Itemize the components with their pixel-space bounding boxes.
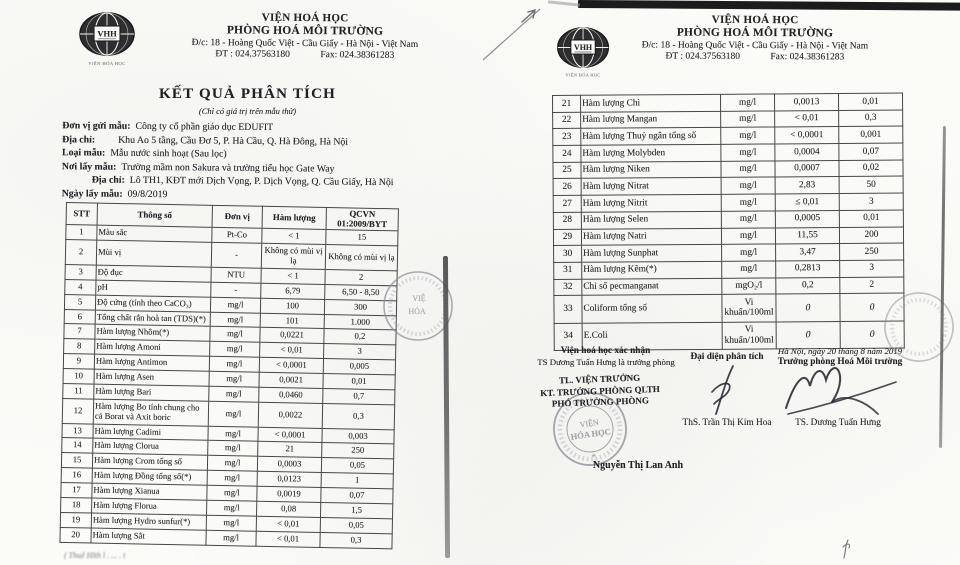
seal-text: HÓA xyxy=(408,307,426,316)
table-cell: 0,7 xyxy=(323,388,395,404)
table-cell: mg/l xyxy=(209,371,259,387)
table-cell: Hàm lượng Molybden xyxy=(581,144,721,162)
table-cell: 0 xyxy=(840,293,904,321)
table-cell: Chỉ số pecmanganat xyxy=(582,278,722,296)
analyst-name: ThS. Trần Thị Kim Hoa xyxy=(682,418,772,428)
stamp-seal-partial-right xyxy=(883,291,955,363)
confirmation-title: Viện hoá học xác nhận xyxy=(560,346,651,356)
table-cell: 32 xyxy=(554,279,582,296)
info-label: Địa chỉ: xyxy=(62,133,96,146)
table-cell: Coliform tổng số xyxy=(582,295,722,323)
table-cell: 250 xyxy=(840,243,904,260)
seal-star: * xyxy=(590,451,597,462)
table-cell: mg/l xyxy=(209,357,259,373)
results-table-page2 xyxy=(552,93,905,351)
info-value: Lô TH1, KĐT mới Dịch Vọng, P. Dịch Vọng, Q. Cầu Giấy, Hà Nội xyxy=(129,174,394,189)
analyst-role-title: Đại diện phân tích xyxy=(690,352,764,362)
table-cell: - xyxy=(211,282,261,298)
table-cell: < 0,0001 xyxy=(775,127,839,144)
table-cell: 0 xyxy=(840,321,904,349)
table-cell: 13 xyxy=(62,423,93,438)
table-cell: 100 xyxy=(260,298,324,314)
table-cell: Hàm lượng Nitrit xyxy=(581,194,721,212)
table-cell: 1,5 xyxy=(320,502,392,518)
table-cell: Hàm lượng Thuỷ ngân tổng số xyxy=(581,128,721,146)
table-cell: 21 xyxy=(553,95,581,112)
place-date: Hà Nội, ngày 20 tháng 8 năm 2019 xyxy=(777,346,903,356)
table-cell: 0,003 xyxy=(322,428,394,444)
table-cell: 0,05 xyxy=(320,517,392,533)
deputy-line: KT. TRƯỞNG PHÒNG QLTH xyxy=(540,383,660,398)
table-cell: mg/l xyxy=(720,94,774,111)
table-cell: Hàm lượng Asen xyxy=(94,369,209,386)
table-cell: mg/l xyxy=(210,327,260,343)
table-cell: 18 xyxy=(61,497,92,512)
table-cell: mg/l xyxy=(721,177,775,194)
table-cell: 0,005 xyxy=(323,359,395,375)
table-cell: Tổng chất rắn hoà tan (TDS)(*) xyxy=(95,310,210,327)
table-cell: 2,83 xyxy=(775,177,839,194)
confirmation-text: TS Dương Tuấn Hưng là trưởng phòng xyxy=(537,357,675,367)
table-cell: < 1 xyxy=(262,229,326,245)
info-label: Nơi lấy mẫu: xyxy=(61,160,117,173)
table-cell: Hàm lượng Nitrat xyxy=(581,178,721,196)
table-cell: mg/l xyxy=(721,144,775,161)
table-cell: Pt-Co xyxy=(212,228,262,244)
table-cell: Hàm lượng Mangan xyxy=(581,111,721,129)
table-cell: mg/l xyxy=(208,441,258,457)
table-cell: mg/l xyxy=(722,261,776,278)
table-cell: Hàm lượng Hydro sunfur(*) xyxy=(91,513,206,530)
table-cell: Hàm lượng Xianua xyxy=(92,483,207,500)
table-cell: 33 xyxy=(554,296,582,324)
table-cell: 200 xyxy=(839,227,903,244)
table-cell: 0,01 xyxy=(839,210,903,227)
info-label: Địa chỉ: xyxy=(91,174,125,186)
table-cell: Không có mùi vị lạ xyxy=(325,245,397,271)
logo-caption: VIỆN HÓA HỌC xyxy=(88,61,126,66)
table-cell: 3 xyxy=(840,260,904,277)
table-cell: mgO₂/l xyxy=(722,278,776,295)
table-cell: 0 xyxy=(776,321,840,349)
table-cell: Độ đục xyxy=(96,265,211,282)
info-value: 09/8/2019 xyxy=(127,188,168,200)
table-cell: - xyxy=(211,243,261,269)
head-name: TS. Dương Tuấn Hưng xyxy=(795,418,881,428)
table-cell: 23 xyxy=(553,129,581,146)
table-cell: 1.000 xyxy=(324,314,396,330)
table-cell: < 1 xyxy=(261,268,325,284)
seal-text: VIỆN xyxy=(579,417,600,430)
logo-text: VHH xyxy=(574,42,593,52)
table-cell: 24 xyxy=(553,145,581,162)
table-cell: < 0,01 xyxy=(256,531,320,547)
table-cell: Hàm lượng Amoni xyxy=(95,339,210,356)
table-cell: mg/l xyxy=(721,127,775,144)
table-cell: < 0,01 xyxy=(775,110,839,127)
table-cell: 21 xyxy=(258,442,322,458)
table-cell: Không có mùi vị lạ xyxy=(261,243,325,269)
table-cell: 2 xyxy=(325,269,397,285)
table-cell: 8 xyxy=(64,339,95,354)
table-cell: 31 xyxy=(554,262,582,279)
results-table-page1 xyxy=(59,202,398,549)
table-cell: 3,47 xyxy=(776,244,840,261)
scanner-edge-streak xyxy=(548,0,580,6)
table-cell: 0,2 xyxy=(324,329,396,345)
scan-shadow-strip xyxy=(939,126,946,448)
table-cell: 22 xyxy=(553,112,581,129)
table-cell: 1 xyxy=(66,225,97,240)
table-cell: mg/l xyxy=(210,297,260,313)
dept-name: PHÒNG HOÁ MÔI TRƯỜNG xyxy=(676,26,834,40)
table-cell: 0,0019 xyxy=(257,486,321,502)
scanner-edge-bar xyxy=(578,0,960,11)
table-cell: 0,07 xyxy=(321,488,393,504)
table-cell: Vi khuẩn/100ml xyxy=(722,294,776,322)
seal-text: HÓA HỌC xyxy=(570,426,612,442)
col-header-unit: Đơn vị xyxy=(212,205,262,228)
table-cell: 15 xyxy=(326,230,398,246)
report-title: KẾT QUẢ PHÂN TÍCH xyxy=(159,86,336,102)
table-cell: 11 xyxy=(63,383,94,398)
table-cell: 0,0007 xyxy=(775,160,839,177)
table-cell: 17 xyxy=(61,483,92,498)
table-cell: mg/l xyxy=(207,500,257,516)
table-cell: 3 xyxy=(324,344,396,360)
table-cell: 9 xyxy=(63,354,94,369)
table-cell: Hàm lượng Crom tổng số xyxy=(92,453,207,470)
col-header-qcvn: QCVN 01:2009/BYT xyxy=(326,208,398,232)
table-cell: < 0,0001 xyxy=(259,357,323,373)
table-cell: mg/l xyxy=(210,312,260,328)
table-cell: 12 xyxy=(62,398,93,423)
logo-text: VHH xyxy=(97,28,117,39)
table-cell: 2 xyxy=(840,277,904,294)
table-cell: mg/l xyxy=(208,401,258,427)
col-header-parameter: Thông số xyxy=(97,203,212,228)
org-phone: ĐT : 024.37563180 xyxy=(665,51,741,62)
table-cell: Hàm lượng Chì xyxy=(581,94,721,112)
table-cell: mg/l xyxy=(206,530,256,546)
org-fax: Fax: 024.38361283 xyxy=(320,50,395,61)
pen-mark xyxy=(840,538,854,560)
table-cell: 0,3 xyxy=(839,110,903,127)
report-title-block xyxy=(70,86,425,116)
table-cell: 0,05 xyxy=(321,458,393,474)
table-cell: Hàm lượng Nhôm(*) xyxy=(95,325,210,342)
table-cell: 0,3 xyxy=(320,532,392,548)
deputy-name: Nguyễn Thị Lan Anh xyxy=(592,460,684,471)
col-header-content: Hàm lượng xyxy=(262,206,326,230)
table-cell: 3 xyxy=(65,264,96,279)
table-cell: 6,50 - 8,50 xyxy=(325,284,397,300)
table-cell: 29 xyxy=(553,229,581,246)
table-cell: 300 xyxy=(324,299,396,315)
table-cell: Hàm lượng Selen xyxy=(581,211,721,229)
table-cell: Hàm lượng Niken xyxy=(581,161,721,179)
footnote-fragment: ( Thuê Hlth l . ... . t xyxy=(64,551,126,560)
table-cell: 0,01 xyxy=(838,93,902,110)
table-cell: 0,0123 xyxy=(257,471,321,487)
org-address: Đ/c: 18 - Hoàng Quốc Việt - Cầu Giấy - Hà Nội - Việt Nam xyxy=(191,38,419,50)
table-cell: 50 xyxy=(839,176,903,193)
report-subtitle: (Chỉ có giá trị trên mẫu thử) xyxy=(198,106,297,116)
crease-line xyxy=(478,3,548,65)
table-cell: 2 xyxy=(65,240,96,265)
table-cell: Hàm lượng Bari xyxy=(94,384,209,401)
deputy-line: TL. VIỆN TRƯỞNG xyxy=(558,372,641,386)
table-cell: 14 xyxy=(62,438,93,453)
table-cell: 4 xyxy=(65,279,96,294)
table-cell: mg/l xyxy=(721,111,775,128)
sample-info xyxy=(62,119,468,204)
table-cell: 0,0221 xyxy=(260,328,324,344)
table-cell: < 0,01 xyxy=(256,516,320,532)
table-cell: 0,2 xyxy=(776,277,840,294)
table-row xyxy=(554,293,904,323)
org-name: VIỆN HOÁ HỌC xyxy=(711,13,799,27)
table-cell: 16 xyxy=(61,468,92,483)
table-cell: 0,0004 xyxy=(775,144,839,161)
table-cell: 0,07 xyxy=(839,143,903,160)
table-cell: Hàm lượng Đồng tổng số(*) xyxy=(92,468,207,485)
table-cell: 6 xyxy=(64,309,95,324)
deputy-line: PHÓ TRƯỞNG PHÒNG xyxy=(551,395,650,409)
table-cell: 0,0021 xyxy=(259,372,323,388)
letterhead xyxy=(140,11,470,62)
table-cell: 0,0013 xyxy=(774,93,838,110)
signature-analyst xyxy=(700,362,745,418)
table-cell: 6,79 xyxy=(261,283,325,299)
table-cell: < 0,01 xyxy=(260,343,324,359)
table-cell: mg/l xyxy=(207,470,257,486)
table-cell: E.Coli xyxy=(582,322,722,350)
table-cell: pH xyxy=(96,280,211,297)
table-cell: 250 xyxy=(322,443,394,459)
info-value: Công ty cổ phần giáo dục EDUFIT xyxy=(135,120,274,134)
table-cell: 28 xyxy=(553,212,581,229)
table-cell: 0,01 xyxy=(323,374,395,390)
table-cell: mg/l xyxy=(721,227,775,244)
table-cell: 15 xyxy=(61,453,92,468)
info-label: Loại mẫu: xyxy=(62,147,106,159)
table-cell: Hàm lượng Cadimi xyxy=(93,424,208,441)
col-header-stt: STT xyxy=(66,203,97,226)
table-cell: 0 xyxy=(776,294,840,322)
org-phone: ĐT : 024.37563180 xyxy=(215,49,291,60)
seal-text: VIỆ xyxy=(412,294,426,303)
table-cell: 0,0022 xyxy=(258,402,322,428)
table-cell: 5 xyxy=(64,294,95,309)
institute-logo xyxy=(76,9,140,75)
table-cell: Hàm lượng Florua xyxy=(92,498,207,515)
table-cell: 0,08 xyxy=(257,501,321,517)
info-value: Trường mầm non Sakura và trường tiểu học Gate Way xyxy=(121,161,335,175)
org-address: Đ/c: 18 - Hoàng Quốc Việt - Cầu Giấy - Hà Nội - Việt Nam xyxy=(641,40,869,52)
table-cell: 27 xyxy=(553,195,581,212)
table-cell: Độ cứng (tính theo CaCO₃) xyxy=(95,295,210,312)
scan-page-right xyxy=(478,0,960,565)
table-cell: 25 xyxy=(553,162,581,179)
head-role-title: Trưởng phòng Hoá Môi trường xyxy=(777,357,903,367)
table-cell: mg/l xyxy=(208,426,258,442)
table-cell: Hàm lượng Antimon xyxy=(94,354,209,371)
table-cell: mg/l xyxy=(721,161,775,178)
table-cell: Mùi vị xyxy=(96,240,211,267)
table-cell: mg/l xyxy=(206,515,256,531)
table-cell: 7 xyxy=(64,324,95,339)
table-cell: 3 xyxy=(839,193,903,210)
table-cell: 10 xyxy=(63,369,94,384)
info-value: Khu Ao 5 tầng, Cầu Đơ 5, P. Hà Cầu, Q. Hà Đông, Hà Nội xyxy=(118,134,349,148)
dept-name: PHÒNG HOÁ MÔI TRƯỜNG xyxy=(226,24,384,38)
logo-caption: VIỆN HÓA HỌC xyxy=(565,72,601,78)
table-cell: Hàm lượng Sắt xyxy=(91,528,206,545)
table-cell: ≤ 0,01 xyxy=(775,194,839,211)
table-cell: NTU xyxy=(211,267,261,283)
table-cell: 0,2813 xyxy=(776,260,840,277)
table-cell: Hàm lượng Clorua xyxy=(93,439,208,456)
info-row xyxy=(62,187,467,204)
table-cell: 0,3 xyxy=(322,403,394,429)
table-cell: mg/l xyxy=(207,456,257,472)
table-cell: mg/l xyxy=(721,211,775,228)
signature-head xyxy=(778,356,900,420)
table-cell: 0,0003 xyxy=(257,457,321,473)
table-cell: 0,02 xyxy=(839,160,903,177)
table-cell: 0,0005 xyxy=(775,210,839,227)
table-cell: mg/l xyxy=(210,342,260,358)
table-cell: 34 xyxy=(554,323,582,351)
table-cell: mg/l xyxy=(209,386,259,402)
table-cell: Hàm lượng Sunphat xyxy=(582,245,722,263)
table-cell: mg/l xyxy=(722,244,776,261)
letterhead xyxy=(590,13,920,63)
table-cell: Hàm lượng Natri xyxy=(581,228,721,246)
table-cell: mg/l xyxy=(721,194,775,211)
table-cell: mg/l xyxy=(207,485,257,501)
org-fax: Fax: 024.38361283 xyxy=(770,52,845,63)
table-cell: Hàm lượng Bo tính chung cho cả Borat và Axit boric xyxy=(93,399,208,426)
table-cell: 0,0460 xyxy=(259,387,323,403)
scan-page-left xyxy=(0,0,478,565)
table-cell: < 0,0001 xyxy=(258,427,322,443)
info-label: Ngày lấy mẫu: xyxy=(61,187,123,200)
table-cell: 0,001 xyxy=(839,126,903,143)
table-cell: 101 xyxy=(260,313,324,329)
table-cell: 19 xyxy=(60,512,91,527)
org-name: VIỆN HOÁ HỌC xyxy=(261,11,349,25)
table-cell: Vi khuẩn/100ml xyxy=(722,322,776,350)
table-cell: Màu sắc xyxy=(97,225,212,242)
table-cell: 26 xyxy=(553,179,581,196)
deputy-title-block xyxy=(519,371,680,411)
table-cell: 11,55 xyxy=(775,227,839,244)
info-value: Mẫu nước sinh hoạt (Sau lọc) xyxy=(110,147,227,160)
table-cell: 30 xyxy=(554,245,582,262)
info-label: Đơn vị gửi mẫu: xyxy=(62,120,131,132)
table-cell: Hàm lượng Kẽm(*) xyxy=(582,261,722,279)
table-cell: 20 xyxy=(60,527,91,542)
table-cell: 1 xyxy=(321,473,393,489)
